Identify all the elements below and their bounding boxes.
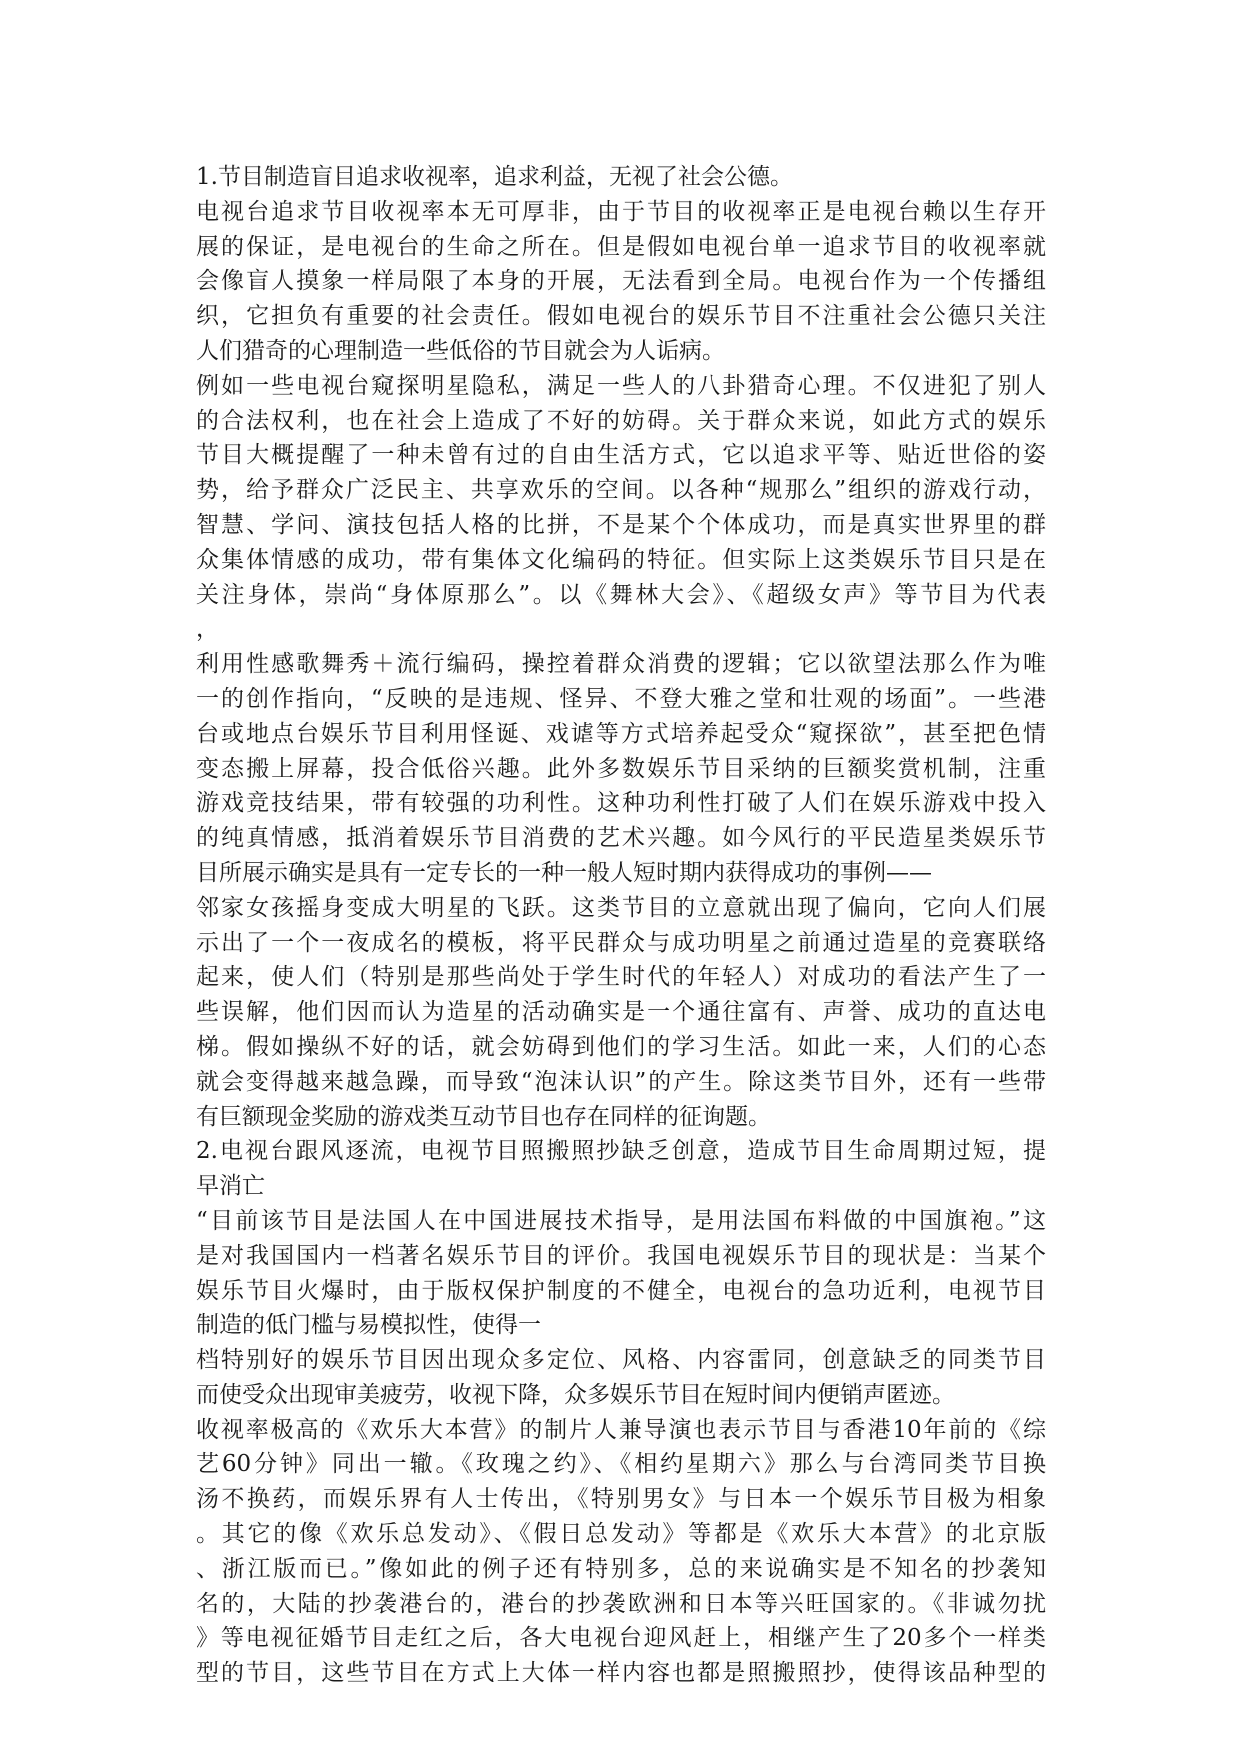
text-line: 收视率极高的《欢乐大本营》的制片人兼导演也表示节目与香港10年前的《综 bbox=[196, 1416, 1046, 1443]
text-line: 节目大概提醒了一种未曾有过的自由生活方式，它以追求平等、贴近世俗的姿 bbox=[196, 442, 1046, 469]
text-line: 早消亡 bbox=[196, 1173, 265, 1200]
text-line: 智慧、学问、演技包括人格的比拼，不是某个个体成功，而是真实世界里的群 bbox=[196, 511, 1046, 538]
text-line: 例如一些电视台窥探明星隐私，满足一些人的八卦猎奇心理。不仅进犯了别人 bbox=[196, 372, 1046, 399]
text-line: 人们猎奇的心理制造一些低俗的节目就会为人诟病。 bbox=[196, 337, 725, 364]
text-line: 利用性感歌舞秀＋流行编码，操控着群众消费的逻辑；它以欲望法那么作为唯 bbox=[196, 651, 1046, 678]
text-line: 。其它的像《欢乐总发动》、《假日总发动》等都是《欢乐大本营》的北京版 bbox=[196, 1521, 1046, 1548]
text-line: 台或地点台娱乐节目利用怪诞、戏谑等方式培养起受众“窥探欲”，甚至把色情 bbox=[196, 720, 1046, 747]
text-line: 起来，使人们（特别是那些尚处于学生时代的年轻人）对成功的看法产生了一 bbox=[196, 964, 1046, 991]
text-line: 的合法权利，也在社会上造成了不好的妨碍。关于群众来说，如此方式的娱乐 bbox=[196, 407, 1046, 434]
text-line: 众集体情感的成功，带有集体文化编码的特征。但实际上这类娱乐节目只是在 bbox=[196, 546, 1046, 573]
text-line: 艺60分钟》同出一辙。《玫瑰之约》、《相约星期六》那么与台湾同类节目换 bbox=[196, 1451, 1046, 1478]
text-line: 些误解，他们因而认为造星的活动确实是一个通往富有、声誉、成功的直达电 bbox=[196, 999, 1046, 1026]
text-line: 是对我国国内一档著名娱乐节目的评价。我国电视娱乐节目的现状是：当某个 bbox=[196, 1242, 1046, 1269]
text-line: 型的节目，这些节目在方式上大体一样内容也都是照搬照抄，使得该品种型的 bbox=[196, 1660, 1046, 1687]
text-line: 的纯真情感，抵消着娱乐节目消费的艺术兴趣。如今风行的平民造星类娱乐节 bbox=[196, 825, 1046, 852]
text-line: 展的保证，是电视台的生命之所在。但是假如电视台单一追求节目的收视率就 bbox=[196, 233, 1046, 260]
text-line: 邻家女孩摇身变成大明星的飞跃。这类节目的立意就出现了偏向，它向人们展 bbox=[196, 894, 1046, 921]
text-line: 会像盲人摸象一样局限了本身的开展，无法看到全局。电视台作为一个传播组 bbox=[196, 268, 1046, 295]
text-line: 、浙江版而已。”像如此的例子还有特别多，总的来说确实是不知名的抄袭知 bbox=[196, 1555, 1046, 1582]
text-line: 娱乐节目火爆时，由于版权保护制度的不健全，电视台的急功近利，电视节目 bbox=[196, 1277, 1046, 1304]
text-line: 有巨额现金奖励的游戏类互动节目也存在同样的征询题。 bbox=[196, 1103, 771, 1130]
text-line: 1.节目制造盲目追求收视率，追求利益，无视了社会公德。 bbox=[196, 164, 793, 190]
text-line: 而使受众出现审美疲劳，收视下降，众多娱乐节目在短时间内便销声匿迹。 bbox=[196, 1381, 955, 1408]
text-line: ， bbox=[196, 616, 219, 643]
text-line: 汤不换药，而娱乐界有人士传出，《特别男女》与日本一个娱乐节目极为相象 bbox=[196, 1486, 1046, 1513]
text-line: 目所展示确实是具有一定专长的一种一般人短时期内获得成功的事例—— bbox=[196, 859, 932, 886]
text-line: 名的，大陆的抄袭港台的，港台的抄袭欧洲和日本等兴旺国家的。《非诚勿扰 bbox=[196, 1590, 1046, 1617]
body-text bbox=[196, 160, 1046, 1691]
text-line: 一的创作指向，“反映的是违规、怪异、不登大雅之堂和壮观的场面”。一些港 bbox=[196, 685, 1046, 712]
text-line: 电视台追求节目收视率本无可厚非，由于节目的收视率正是电视台赖以生存开 bbox=[196, 198, 1046, 225]
text-line: 变态搬上屏幕，投合低俗兴趣。此外多数娱乐节目采纳的巨额奖赏机制，注重 bbox=[196, 755, 1046, 782]
text-line: 关注身体，崇尚“身体原那么”。以《舞林大会》、《超级女声》等节目为代表 bbox=[196, 581, 1046, 608]
text-line: 示出了一个一夜成名的模板，将平民群众与成功明星之前通过造星的竞赛联络 bbox=[196, 929, 1046, 956]
text-line: 游戏竞技结果，带有较强的功利性。这种功利性打破了人们在娱乐游戏中投入 bbox=[196, 790, 1046, 817]
text-line: 》等电视征婚节目走红之后，各大电视台迎风赶上，相继产生了20多个一样类 bbox=[196, 1625, 1046, 1652]
text-line: 制造的低门槛与易模拟性，使得一 bbox=[196, 1312, 541, 1339]
text-line: “目前该节目是法国人在中国进展技术指导，是用法国布料做的中国旗袍。”这 bbox=[196, 1207, 1046, 1234]
text-line: 梯。假如操纵不好的话，就会妨碍到他们的学习生活。如此一来，人们的心态 bbox=[196, 1033, 1046, 1060]
text-line: 就会变得越来越急躁，而导致“泡沫认识”的产生。除这类节目外，还有一些带 bbox=[196, 1068, 1046, 1095]
text-line: 织，它担负有重要的社会责任。假如电视台的娱乐节目不注重社会公德只关注 bbox=[196, 303, 1046, 330]
text-line: 2.电视台跟风逐流，电视节目照搬照抄缺乏创意，造成节目生命周期过短，提 bbox=[196, 1138, 1046, 1165]
text-line: 势，给予群众广泛民主、共享欢乐的空间。以各种“规那么”组织的游戏行动， bbox=[196, 477, 1046, 504]
text-line: 档特别好的娱乐节目因出现众多定位、风格、内容雷同，创意缺乏的同类节目 bbox=[196, 1347, 1046, 1374]
